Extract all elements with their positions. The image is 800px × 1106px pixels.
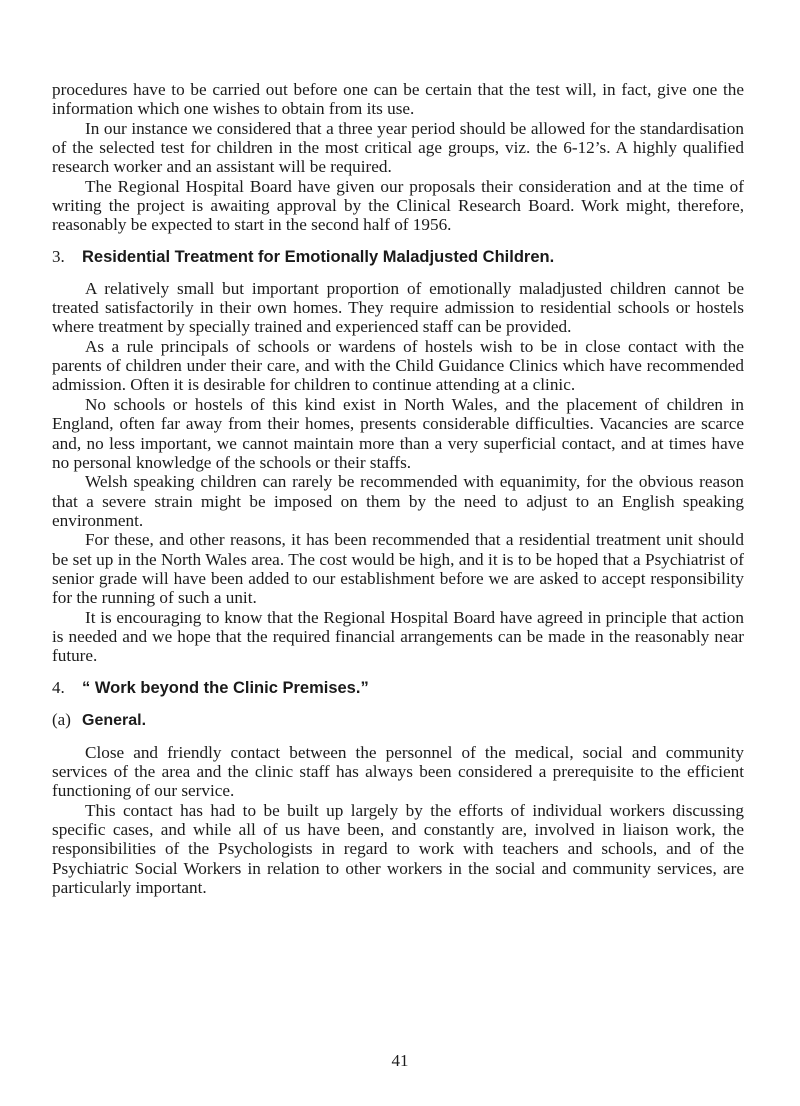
page-number: 41 xyxy=(391,1051,409,1070)
section-3-heading xyxy=(52,247,744,267)
subsection-a-paragraph-1: Close and friendly contact between the personnel of the medical, social and community services of the area and the clinic staff has always been considered a prerequisite to the efficient functioning of our service. xyxy=(52,742,744,801)
section-4-number: 4. xyxy=(52,677,65,697)
subsection-a-heading xyxy=(52,710,744,731)
subsection-a-label: (a) xyxy=(52,709,71,729)
intro-paragraph-2: In our instance we considered that a three year period should be allowed for the standardisation of the selected test for children in the most critical age groups, viz. the 6-12’s. A highly qualified research worker and an assistant will be required. xyxy=(52,118,744,177)
document-page xyxy=(52,80,744,897)
subsection-a-title: General. xyxy=(82,711,147,729)
section-3-paragraph-3: No schools or hostels of this kind exist in North Wales, and the placement of children in England, often far away from their homes, presents considerable difficulties. Vacancies are scarce and, no less important, we cannot maintain more than a very superficial contact, and at times have no personal knowledge of the schools or their staffs. xyxy=(52,394,744,472)
section-4-title: “ Work beyond the Clinic Premises.” xyxy=(82,678,369,697)
section-3-paragraph-6: It is encouraging to know that the Regional Hospital Board have agreed in principle that action is needed and we hope that the required financial arrangements can be made in the reasonably near future. xyxy=(52,607,744,666)
section-3-paragraph-1: A relatively small but important proportion of emotionally maladjusted children cannot be treated satisfactorily in their own homes. They require admission to residential schools or hostels where treatment by specially trained and experienced staff can be provided. xyxy=(52,278,744,337)
intro-paragraph-3: The Regional Hospital Board have given our proposals their consideration and at the time of writing the project is awaiting approval by the Clinical Research Board. Work might, therefore, reasonably be expected to start in the second half of 1956. xyxy=(52,176,744,235)
section-4-heading xyxy=(52,678,744,698)
section-3-paragraph-4: Welsh speaking children can rarely be recommended with equanimity, for the obvious reason that a severe strain might be imposed on them by the need to adjust to an English speaking environment. xyxy=(52,472,744,530)
section-3-number: 3. xyxy=(52,246,65,266)
subsection-a-paragraph-2: This contact has had to be built up largely by the efforts of individual workers discussing specific cases, and while all of us have been, and constantly are, involved in liaison work, the responsibilities of the Psychologists in regard to work with teachers and schools, and of the Psychiatric Social Workers in relation to other workers in the social and community services, are particularly important. xyxy=(52,800,744,898)
intro-paragraph-1: procedures have to be carried out before one can be certain that the test will, in fact, give one the information which one wishes to obtain from its use. xyxy=(52,80,744,119)
section-3-paragraph-5: For these, and other reasons, it has been recommended that a residential treatment unit should be set up in the North Wales area. The cost would be high, and it is to be hoped that a Psychiatrist of senior grade will have been added to our establishment before we are asked to accept responsibility for the running of such a unit. xyxy=(52,530,744,608)
section-3-title: Residential Treatment for Emotionally Maladjusted Children. xyxy=(82,247,555,266)
section-3-paragraph-2: As a rule principals of schools or wardens of hostels wish to be in close contact with the parents of children under their care, and with the Child Guidance Clinics which have recommended admission. Often it is desirable for children to continue attending at a clinic. xyxy=(52,336,744,395)
